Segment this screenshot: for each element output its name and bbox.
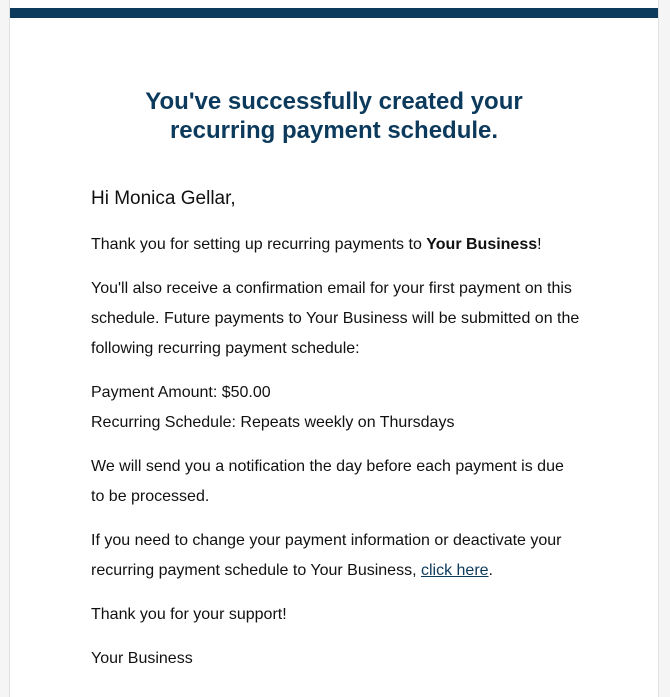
email-body xyxy=(91,184,581,688)
email-headline xyxy=(10,87,658,145)
headline-line-1: You've successfully created your xyxy=(145,88,523,115)
thanks-prefix: Thank you for setting up recurring payments to xyxy=(91,236,427,253)
business-name: Your Business xyxy=(426,236,538,253)
email-card xyxy=(9,0,659,697)
greeting: Hi Monica Gellar, xyxy=(91,188,236,209)
brand-top-bar xyxy=(10,8,658,18)
thanks-suffix: ! xyxy=(537,236,542,253)
change-prefix: If you need to change your payment information or deactivate your recurring payment schedule to Your Business, xyxy=(91,532,562,579)
confirmation-paragraph: You'll also receive a confirmation email for your first payment on this schedule. Future payments to Your Business will be submitted on the following recurring payment schedule: xyxy=(91,280,580,357)
payment-details xyxy=(91,378,581,438)
thanks-paragraph xyxy=(91,230,581,260)
recurring-schedule: Recurring Schedule: Repeats weekly on Thursdays xyxy=(91,414,455,431)
change-paragraph xyxy=(91,526,581,586)
signature: Your Business xyxy=(91,650,193,667)
notification-paragraph: We will send you a notification the day before each payment is due to be processed. xyxy=(91,458,564,505)
change-suffix: . xyxy=(488,562,493,579)
click-here-link[interactable]: click here xyxy=(420,562,489,579)
payment-amount: Payment Amount: $50.00 xyxy=(91,384,271,401)
headline-line-2: recurring payment schedule. xyxy=(169,117,499,144)
support-paragraph: Thank you for your support! xyxy=(91,606,287,623)
